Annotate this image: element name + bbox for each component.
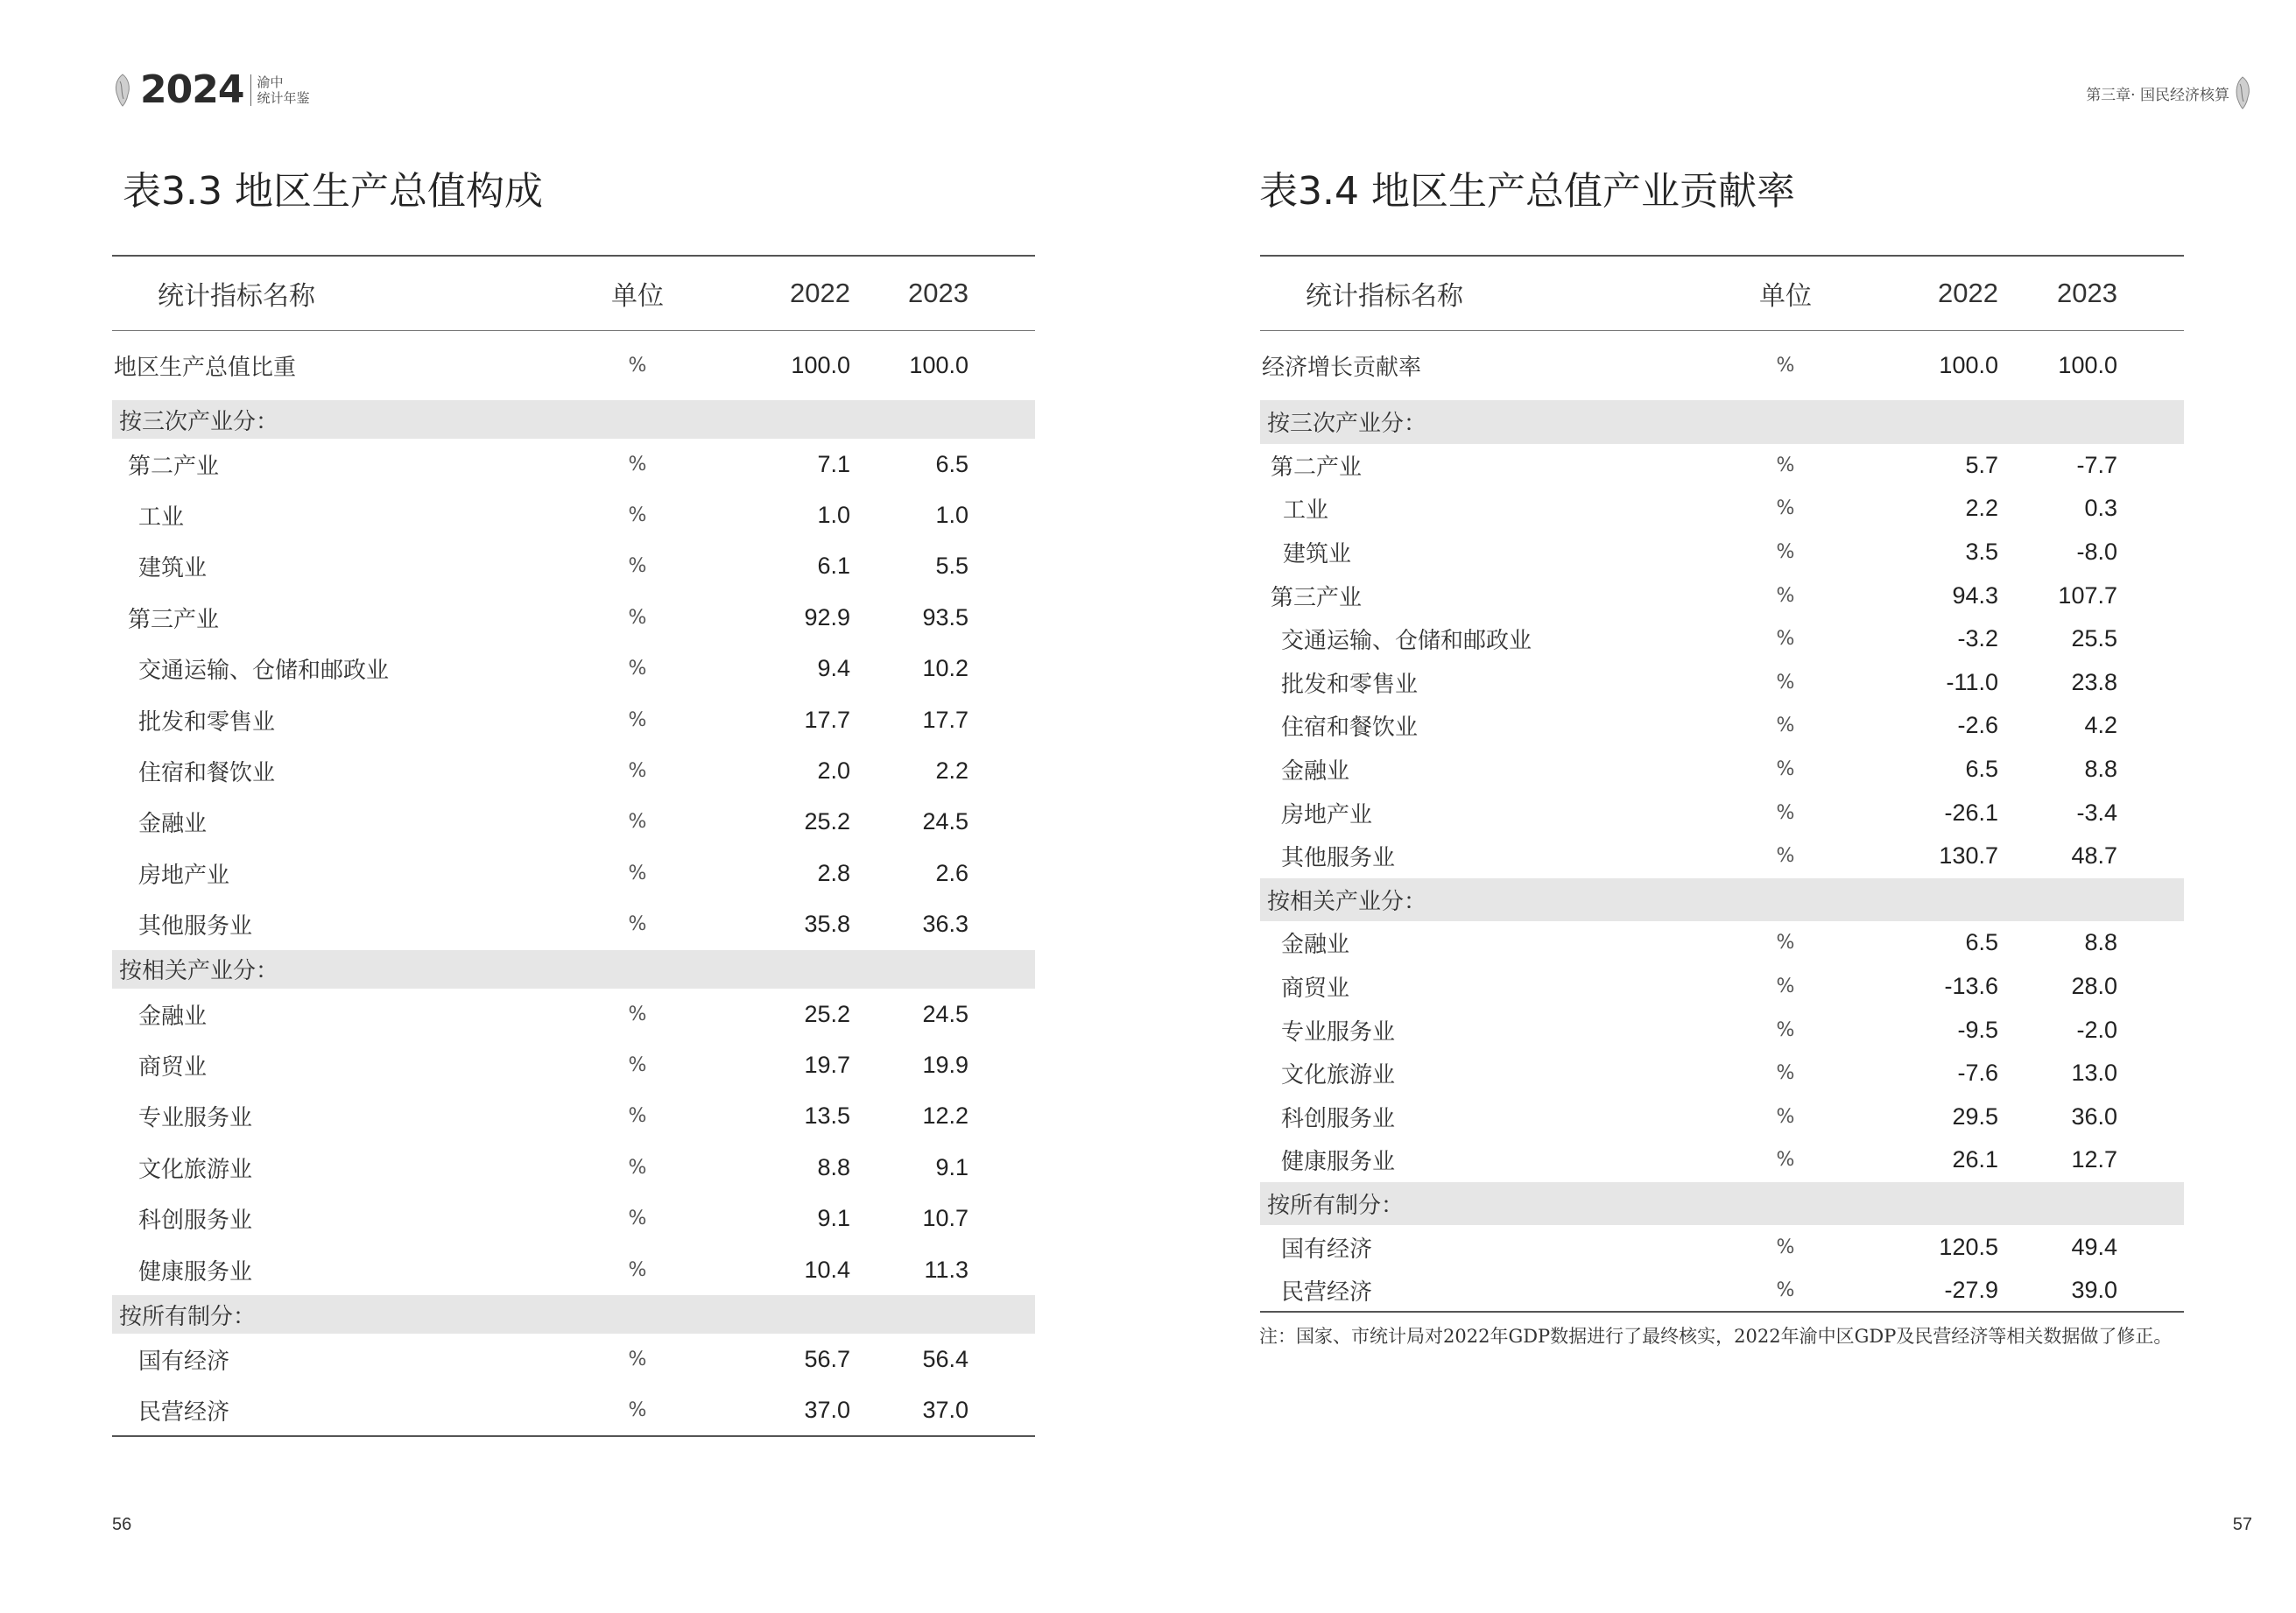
unit-cell: % — [628, 708, 647, 731]
unit-cell: % — [628, 913, 647, 936]
row-label: 专业服务业 — [138, 1105, 253, 1132]
value-2023: 37.0 — [922, 1396, 968, 1423]
section-header-row — [1260, 1182, 2184, 1226]
value-2022: 92.9 — [804, 603, 850, 630]
row-label: 第三产业 — [1271, 584, 1363, 611]
section-label: 按相关产业分： — [112, 950, 1035, 989]
table-row — [1260, 487, 2184, 531]
unit-cell: % — [628, 606, 647, 629]
logo-subtitle-line2: 统计年鉴 — [257, 90, 310, 106]
value-2023: 100.0 — [2058, 351, 2117, 378]
table-row — [112, 797, 1035, 848]
value-2023: 8.8 — [2084, 929, 2117, 956]
value-2023: 100.0 — [909, 351, 968, 378]
table-body-right — [1260, 330, 2184, 1312]
table-row — [1260, 1052, 2184, 1095]
unit-cell: % — [628, 453, 647, 475]
table-row — [112, 1385, 1035, 1436]
section-label: 按三次产业分： — [1260, 400, 2184, 444]
unit-cell: % — [1776, 1105, 1795, 1128]
table-row — [1260, 791, 2184, 835]
value-2022: 10.4 — [804, 1256, 850, 1283]
value-2022: 56.7 — [804, 1345, 850, 1372]
unit-cell: % — [628, 1208, 647, 1230]
value-2022: 25.2 — [804, 1000, 850, 1027]
row-label: 商贸业 — [1281, 976, 1350, 1003]
row-label: 金融业 — [1281, 758, 1350, 785]
unit-cell: % — [628, 1348, 647, 1370]
table-row — [1260, 965, 2184, 1009]
unit-cell: % — [1776, 1149, 1795, 1172]
chapter-label: 第三章· 国民经济核算 — [2086, 86, 2229, 104]
section-header-row — [1260, 878, 2184, 922]
table-header-row — [112, 256, 1035, 330]
table-row — [112, 1334, 1035, 1384]
table-row — [1260, 921, 2184, 965]
value-2023: 5.5 — [935, 553, 968, 580]
value-2023: 17.7 — [922, 706, 968, 733]
row-label: 第二产业 — [128, 453, 220, 480]
row-label: 交通运输、仓储和邮政业 — [138, 658, 390, 685]
value-2022: 6.5 — [1965, 756, 1998, 783]
value-2023: 8.8 — [2084, 756, 2117, 783]
unit-cell: % — [628, 1105, 647, 1128]
row-label: 第三产业 — [128, 606, 220, 633]
row-label: 文化旅游业 — [138, 1156, 253, 1183]
emblem-icon — [112, 73, 133, 108]
value-2022: 19.7 — [804, 1051, 850, 1078]
table-row — [112, 330, 1035, 400]
value-2023: 4.2 — [2084, 712, 2117, 739]
value-2023: 12.7 — [2071, 1146, 2117, 1173]
row-label: 健康服务业 — [1281, 1149, 1396, 1176]
section-label: 按所有制分： — [1260, 1182, 2184, 1226]
value-2022: 29.5 — [1952, 1102, 1998, 1130]
value-2023: 0.3 — [2084, 495, 2117, 522]
value-2023: 24.5 — [922, 808, 968, 835]
row-label: 工业 — [138, 504, 185, 532]
value-2022: 7.1 — [817, 450, 850, 477]
unit-cell: % — [628, 504, 647, 527]
value-2022: 25.2 — [804, 808, 850, 835]
unit-cell: % — [1776, 1018, 1795, 1041]
unit-cell: % — [1776, 354, 1795, 377]
value-2022: -7.6 — [1957, 1060, 1998, 1087]
value-2023: 12.2 — [922, 1102, 968, 1130]
unit-cell: % — [628, 760, 647, 783]
value-2022: -2.6 — [1957, 712, 1998, 739]
value-2023: 6.5 — [935, 450, 968, 477]
value-2022: -27.9 — [1944, 1276, 1998, 1303]
value-2023: 11.3 — [924, 1256, 968, 1283]
table-row — [1260, 1269, 2184, 1313]
value-2023: 19.9 — [922, 1051, 968, 1078]
value-2022: 26.1 — [1952, 1146, 1998, 1173]
table-row — [112, 1142, 1035, 1193]
page-number-right: 57 — [2232, 1515, 2252, 1534]
value-2022: 2.2 — [1965, 495, 1998, 522]
emblem-icon — [2233, 75, 2252, 110]
row-label: 住宿和餐饮业 — [138, 760, 276, 787]
value-2023: 39.0 — [2071, 1276, 2117, 1303]
row-label: 民营经济 — [1281, 1278, 1373, 1306]
unit-cell: % — [628, 658, 647, 680]
unit-cell: % — [1776, 932, 1795, 954]
section-header-row — [1260, 400, 2184, 444]
row-label: 建筑业 — [1283, 541, 1352, 568]
value-2022: 2.8 — [817, 859, 850, 886]
logo-subtitle — [250, 74, 309, 106]
value-2023: 13.0 — [2071, 1060, 2117, 1087]
table-row — [1260, 704, 2184, 748]
row-label: 房地产业 — [138, 862, 230, 889]
table-row — [112, 1091, 1035, 1142]
value-2023: -3.4 — [2076, 799, 2117, 826]
unit-cell: % — [628, 1003, 647, 1025]
value-2022: 1.0 — [817, 502, 850, 529]
value-2023: -8.0 — [2076, 539, 2117, 566]
table-row — [1260, 661, 2184, 705]
unit-cell: % — [628, 354, 647, 377]
row-label: 其他服务业 — [1281, 845, 1396, 872]
unit-cell: % — [628, 1258, 647, 1281]
value-2023: 48.7 — [2071, 842, 2117, 870]
value-2022: 100.0 — [1939, 351, 1998, 378]
gdp-composition-table — [112, 255, 1035, 1437]
value-2023: 23.8 — [2071, 668, 2117, 695]
table-row — [112, 1039, 1035, 1090]
value-2022: 17.7 — [804, 706, 850, 733]
unit-cell: % — [1776, 497, 1795, 520]
unit-cell: % — [1776, 454, 1795, 476]
table-row — [1260, 531, 2184, 574]
table-row — [1260, 617, 2184, 661]
unit-cell: % — [1776, 715, 1795, 737]
unit-cell: % — [1776, 801, 1795, 824]
row-label: 交通运输、仓储和邮政业 — [1281, 628, 1532, 655]
table-row — [112, 1244, 1035, 1295]
row-label: 金融业 — [138, 1003, 208, 1030]
table-title-right: 表3.4 地区生产总值产业贡献率 — [1259, 169, 1795, 214]
value-2023: 49.4 — [2071, 1233, 2117, 1260]
row-label: 地区生产总值比重 — [114, 354, 297, 381]
table-header-row — [1260, 256, 2184, 330]
value-2023: 10.2 — [922, 655, 968, 682]
unit-cell: % — [1776, 671, 1795, 694]
column-header-unit: 单位 — [1759, 280, 1812, 312]
section-header-row — [112, 400, 1035, 439]
value-2022: 6.5 — [1965, 929, 1998, 956]
row-label: 其他服务业 — [138, 913, 253, 940]
value-2022: 5.7 — [1965, 451, 1998, 478]
column-header-name: 统计指标名称 — [158, 280, 315, 312]
unit-cell: % — [1776, 1278, 1795, 1301]
value-2022: 100.0 — [791, 351, 850, 378]
gdp-contribution-table — [1260, 255, 2184, 1313]
value-2023: 2.6 — [935, 859, 968, 886]
table-row — [112, 644, 1035, 694]
value-2023: 1.0 — [935, 502, 968, 529]
row-label: 房地产业 — [1281, 801, 1373, 828]
value-2023: 93.5 — [922, 603, 968, 630]
value-2023: 10.7 — [922, 1205, 968, 1232]
page-number-left: 56 — [112, 1515, 132, 1534]
table-row — [1260, 330, 2184, 400]
value-2022: 94.3 — [1952, 581, 1998, 609]
value-2022: -11.0 — [1946, 668, 1998, 695]
logo-subtitle-line1: 渝中 — [257, 74, 284, 90]
value-2022: 3.5 — [1965, 539, 1998, 566]
chapter-heading — [2086, 75, 2252, 110]
unit-cell: % — [1776, 584, 1795, 607]
row-label: 金融业 — [138, 811, 208, 838]
value-2023: 2.2 — [935, 757, 968, 785]
row-label: 科创服务业 — [1281, 1105, 1396, 1132]
table-row — [1260, 1138, 2184, 1182]
value-2022: 2.0 — [817, 757, 850, 785]
value-2022: 6.1 — [817, 553, 850, 580]
column-header-2022: 2022 — [1938, 277, 1998, 308]
unit-cell: % — [1776, 845, 1795, 868]
section-label: 按所有制分： — [112, 1295, 1035, 1334]
column-header-unit: 单位 — [611, 280, 664, 312]
table-footnote: 注：国家、市统计局对2022年GDP数据进行了最终核实，2022年渝中区GDP及民营经济等相关数据做了修正。 — [1259, 1326, 2173, 1347]
row-label: 专业服务业 — [1281, 1018, 1396, 1046]
table-row — [112, 848, 1035, 898]
table-row — [112, 694, 1035, 745]
value-2022: 9.1 — [817, 1205, 850, 1232]
row-label: 工业 — [1283, 497, 1329, 525]
section-header-row — [112, 1295, 1035, 1334]
table-row — [1260, 574, 2184, 617]
value-2022: 9.4 — [817, 655, 850, 682]
table-row — [1260, 835, 2184, 878]
row-label: 建筑业 — [138, 555, 208, 582]
table-row — [1260, 1008, 2184, 1052]
table-row — [112, 490, 1035, 540]
column-header-2023: 2023 — [908, 277, 968, 308]
value-2022: 130.7 — [1939, 842, 1998, 870]
table-row — [112, 745, 1035, 796]
table-title-left: 表3.3 地区生产总值构成 — [123, 169, 543, 214]
table-row — [112, 439, 1035, 490]
table-row — [112, 1193, 1035, 1243]
table-row — [1260, 1225, 2184, 1269]
unit-cell: % — [628, 811, 647, 834]
value-2023: 56.4 — [922, 1345, 968, 1372]
value-2022: 37.0 — [804, 1396, 850, 1423]
value-2023: 107.7 — [2058, 581, 2117, 609]
unit-cell: % — [628, 862, 647, 884]
unit-cell: % — [628, 1053, 647, 1076]
value-2023: 24.5 — [922, 1000, 968, 1027]
row-label: 批发和零售业 — [138, 708, 276, 736]
table-row — [1260, 444, 2184, 488]
value-2022: 35.8 — [804, 911, 850, 938]
unit-cell: % — [1776, 541, 1795, 564]
table-row — [112, 541, 1035, 592]
value-2022: -26.1 — [1944, 799, 1998, 826]
section-label: 按三次产业分： — [112, 400, 1035, 439]
value-2023: -7.7 — [2076, 451, 2117, 478]
unit-cell: % — [1776, 628, 1795, 651]
value-2022: 8.8 — [817, 1153, 850, 1180]
row-label: 商贸业 — [138, 1053, 208, 1081]
value-2022: -9.5 — [1957, 1016, 1998, 1043]
section-header-row — [112, 950, 1035, 989]
table-row — [112, 592, 1035, 643]
unit-cell: % — [1776, 976, 1795, 998]
row-label: 民营经济 — [138, 1398, 230, 1426]
logo-year: 2024 — [140, 67, 244, 112]
value-2023: 25.5 — [2071, 625, 2117, 652]
unit-cell: % — [1776, 758, 1795, 781]
section-label: 按相关产业分： — [1260, 878, 2184, 922]
yearbook-logo — [112, 68, 309, 112]
row-label: 经济增长贡献率 — [1262, 354, 1422, 381]
unit-cell: % — [628, 1156, 647, 1179]
row-label: 住宿和餐饮业 — [1281, 715, 1419, 742]
row-label: 文化旅游业 — [1281, 1062, 1396, 1089]
value-2023: 36.3 — [922, 911, 968, 938]
value-2023: 36.0 — [2071, 1102, 2117, 1130]
table-row — [1260, 748, 2184, 792]
column-header-name: 统计指标名称 — [1306, 280, 1463, 312]
row-label: 健康服务业 — [138, 1258, 253, 1285]
unit-cell: % — [1776, 1236, 1795, 1258]
value-2022: -13.6 — [1944, 973, 1998, 1000]
unit-cell: % — [1776, 1062, 1795, 1085]
row-label: 国有经济 — [1281, 1236, 1373, 1263]
row-label: 国有经济 — [138, 1348, 230, 1375]
row-label: 第二产业 — [1271, 454, 1363, 481]
value-2023: 9.1 — [935, 1153, 968, 1180]
table-row — [112, 989, 1035, 1039]
value-2022: 13.5 — [804, 1102, 850, 1130]
value-2023: -2.0 — [2076, 1016, 2117, 1043]
row-label: 金融业 — [1281, 932, 1350, 959]
column-header-2022: 2022 — [790, 277, 850, 308]
table-row — [112, 899, 1035, 950]
table-body-left — [112, 330, 1035, 1436]
value-2023: 28.0 — [2071, 973, 2117, 1000]
value-2022: -3.2 — [1957, 625, 1998, 652]
value-2022: 120.5 — [1939, 1233, 1998, 1260]
right-page — [1148, 0, 2296, 1613]
unit-cell: % — [628, 1398, 647, 1421]
row-label: 批发和零售业 — [1281, 671, 1419, 698]
table-row — [1260, 1095, 2184, 1139]
column-header-2023: 2023 — [2057, 277, 2117, 308]
row-label: 科创服务业 — [138, 1208, 253, 1235]
unit-cell: % — [628, 555, 647, 578]
